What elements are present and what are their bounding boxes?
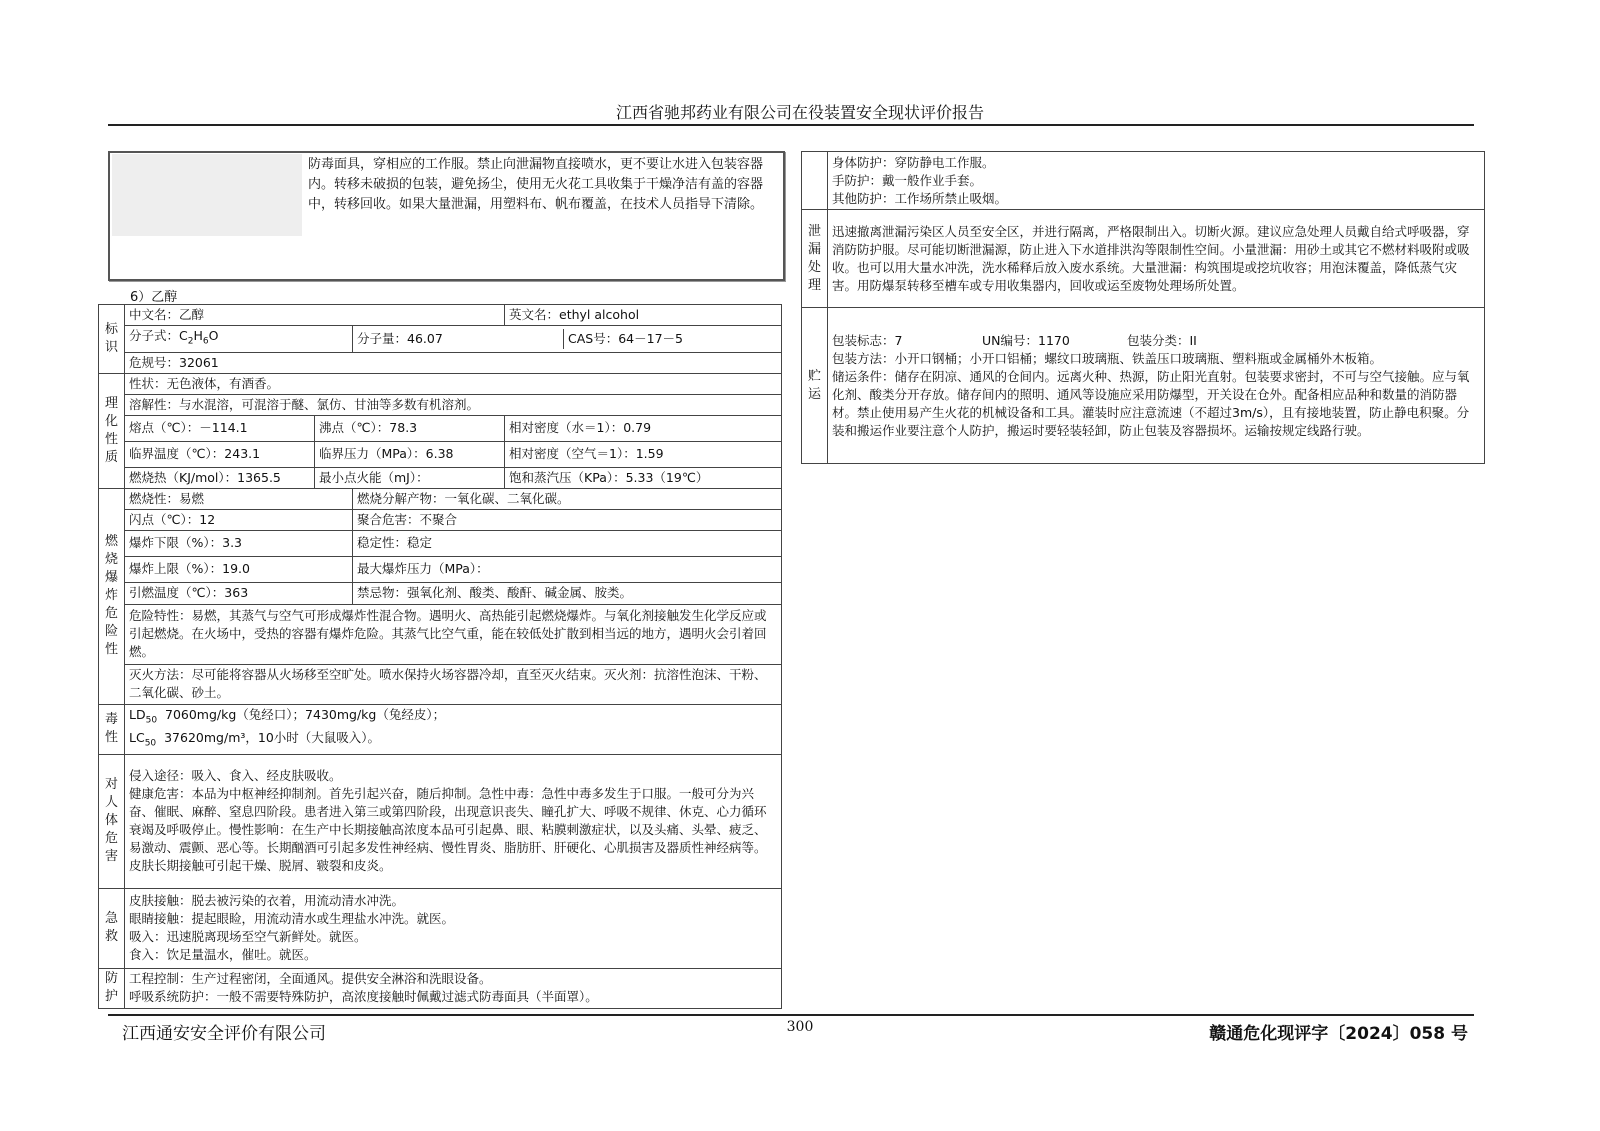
skin-contact: 皮肤接触：脱去被污染的衣着，用流动清水冲洗。: [129, 893, 405, 908]
molecular-weight: 分子量：46.07: [353, 329, 564, 349]
molecular-formula: 分子式：$C_2H_6O$: [125, 326, 353, 353]
spill-continuation-text: 防毒面具，穿相应的工作服。禁止向泄漏物直接喷水，更不要让水进入包装容器内。转移未破损的包装，避免扬尘，使用无火花工具收集于干燥净洁有盖的容器中，转移回收。如果大量泄漏，用塑料布、帆布覆盖，在技术人员指导下清除。: [308, 157, 764, 212]
inhalation: 吸入：迅速脱离现场至空气新鲜处。就医。: [129, 929, 367, 944]
health-effects: 健康危害：本品为中枢神经抑制剂。首先引起兴奋，随后抑制。急性中毒：急性中毒多发生于口服。一般可分为兴奋、催眠、麻醉、窒息四阶段。患者进入第三或第四阶段，出现意识丧失、瞳孔扩大、呼吸不规律、休克、心力循环衰竭及呼吸停止。慢性影响：在生产中长期接触高浓度本品可引起鼻、眼、粘膜刺激症状，以及头痛、头晕、疲乏、易激动、震颤、恶心等。长期酗酒可引起多发性神经病、慢性胃炎、脂肪肝、肝硬化、心肌损害及器质性神经病等。皮肤长期接触可引起干燥、脱屑、皲裂和皮炎。: [129, 786, 767, 873]
footer-company: 江西通安安全评价有限公司: [122, 1024, 326, 1044]
incompatibles: 禁忌物：强氧化剂、酸类、酸酐、碱金属、胺类。: [353, 582, 782, 604]
protection-measures: [125, 968, 782, 1008]
melting-point: 熔点（℃）：－114.1: [125, 415, 315, 441]
packaging-line: [832, 332, 1480, 350]
lc50-line: $LC_{50}$ 37620mg/m³，10小时（大鼠吸入）。: [129, 730, 381, 749]
storage-conditions: 储运条件：储存在阴凉、通风的仓间内。远离火种、热源，防止阳光直射。包装要求密封，不可与空气接触。应与氧化剂、酸类分开存放。储存间内的照明、通风等设施应采用防爆型，开关设在仓外。配备相应品种和数量的消防器材。禁止使用易产生火花的机械设备和工具。灌装时应注意流速（不超过3m/s），且有接地装置，防止静电积聚。分装和搬运作业要注意个人防护，搬运时要轻装轻卸，防止包装及容器损坏。运输按规定线路行驶。: [832, 368, 1470, 438]
packaging-method: 包装方法：小开口钢桶；小开口铝桶；螺纹口玻璃瓶、铁盖压口玻璃瓶、塑料瓶或金属桶外木板箱。: [832, 350, 1383, 366]
pack-class: 包装分类：II: [1127, 332, 1197, 348]
cas-number: CAS号：64－17－5: [568, 330, 683, 346]
combustion-products: 燃烧分解产物：一氧化碳、二氧化碳。: [353, 488, 782, 509]
critical-pressure: 临界压力（MPa）：6.38: [315, 441, 505, 467]
hazard-characteristics: 危险特性：易燃，其蒸气与空气可形成爆炸性混合物。遇明火、高热能引起燃烧爆炸。与氧化剂接触发生化学反应或引起燃烧。在火场中，受热的容器有爆炸危险。其蒸气比空气重，能在较低处扩散到相当远的地方，遇明火会引着回燃。: [125, 604, 782, 664]
first-aid-measures: [125, 888, 782, 968]
msds-table-left: [98, 304, 782, 1009]
eye-contact: 眼睛接触：提起眼睑，用流动清水或生理盐水冲洗。就医。: [129, 911, 455, 926]
solubility: 溶解性：与水混溶，可混溶于醚、氯仿、甘油等多数有机溶剂。: [125, 394, 782, 415]
ingestion: 食入：饮足量温水，催吐。就医。: [129, 947, 317, 962]
page-header-title: 江西省驰邦药业有限公司在役装置安全现状评价报告: [615, 103, 984, 122]
category-protection: 防护: [99, 968, 125, 1008]
footer-rule: [108, 1014, 1474, 1016]
msds-table-right: [801, 151, 1485, 464]
redacted-cell: [112, 154, 302, 236]
leak-handling: 迅速撤离泄漏污染区人员至安全区，并进行隔离，严格限制出入。切断火源。建议应急处理人员戴自给式呼吸器，穿消防防护服。尽可能切断泄漏源，防止进入下水道排洪沟等限制性空间。小量泄漏：用砂土或其它不燃材料吸附或吸收。也可以用大量水冲洗，洗水稀释后放入废水系统。大量泄漏：构筑围堤或挖坑收容；用泡沫覆盖，降低蒸气灾害。用防爆泵转移至槽车或专用收集器内，回收或运至废物处理场所处置。: [828, 210, 1485, 308]
page-number: 300: [786, 1019, 814, 1035]
hand-protection: 手防护：戴一般作业手套。: [832, 172, 983, 188]
autoignition-temperature: 引燃温度（℃）：363: [125, 582, 353, 604]
rel-density-water: 相对密度（水＝1）：0.79: [505, 415, 782, 441]
exposure-route: 侵入途径：吸入、食入、经皮肤吸收。: [129, 768, 342, 783]
rel-density-air: 相对密度（空气＝1）：1.59: [505, 441, 782, 467]
body-protection: 身体防护：穿防静电工作服。: [832, 154, 995, 170]
other-protection: 其他防护：工作场所禁止吸烟。: [832, 190, 1008, 206]
respiratory-protection: 呼吸系统防护：一般不需要特殊防护，高浓度接触时佩戴过滤式防毒面具（半面罩）。: [129, 989, 598, 1004]
boiling-point: 沸点（℃）：78.3: [315, 415, 505, 441]
engineering-control: 工程控制：生产过程密闭，全面通风。提供安全淋浴和洗眼设备。: [129, 971, 492, 986]
category-storage: 贮运: [802, 308, 828, 464]
extinguishing-method: 灭火方法：尽可能将容器从火场移至空旷处。喷水保持火场容器冷却，直至灭火结束。灭火剂：抗溶性泡沫、干粉、二氧化碳、砂土。: [125, 664, 782, 704]
protection-continued: [828, 152, 1485, 210]
max-explosion-pressure: 最大爆炸压力（MPa）：: [353, 556, 782, 582]
category-health: 对人体危害: [99, 754, 125, 888]
cn-name: 中文名：乙醇: [125, 305, 505, 326]
upper-explosion-limit: 爆炸上限（%）：19.0: [125, 556, 353, 582]
polymerization: 聚合危害：不聚合: [353, 509, 782, 530]
category-protection-continued: [802, 152, 828, 210]
flammability: 燃烧性：易燃: [125, 488, 353, 509]
ld50-line: $LD_{50}$ 7060mg/kg（兔经口）；7430mg/kg（兔经皮）；: [129, 706, 446, 725]
category-toxicity: 毒性: [99, 704, 125, 754]
document-number: 赣通危化现评字〔2024〕058 号: [1209, 1024, 1468, 1044]
vapor-pressure: 饱和蒸汽压（KPa）：5.33（19℃）: [505, 467, 782, 488]
category-identity: 标识: [99, 305, 125, 374]
hazard-number: 危规号：32061: [125, 352, 782, 373]
category-first-aid: 急救: [99, 888, 125, 968]
category-physchem: 理化性质: [99, 373, 125, 488]
combustion-heat: 燃烧热（KJ/mol）：1365.5: [125, 467, 315, 488]
appearance: 性状：无色液体，有酒香。: [125, 373, 782, 394]
un-number: UN编号：1170: [982, 332, 1070, 348]
critical-temperature: 临界温度（℃）：243.1: [125, 441, 315, 467]
category-fire-explosion: 燃烧爆炸危险性: [99, 488, 125, 704]
lower-explosion-limit: 爆炸下限（%）：3.3: [125, 530, 353, 556]
category-leak: 泄漏处理: [802, 210, 828, 308]
flash-point: 闪点（℃）：12: [125, 509, 353, 530]
stability: 稳定性：稳定: [353, 530, 782, 556]
min-ignition-energy: 最小点火能（mJ）：: [315, 467, 505, 488]
en-name: 英文名：ethyl alcohol: [505, 305, 782, 326]
pack-mark: 包装标志：7: [832, 332, 903, 348]
toxicity-data: [125, 704, 782, 754]
health-hazards: [125, 754, 782, 888]
header-rule: [108, 124, 1474, 126]
section-title: 6）乙醇: [130, 290, 178, 305]
storage-transport: [828, 308, 1485, 464]
